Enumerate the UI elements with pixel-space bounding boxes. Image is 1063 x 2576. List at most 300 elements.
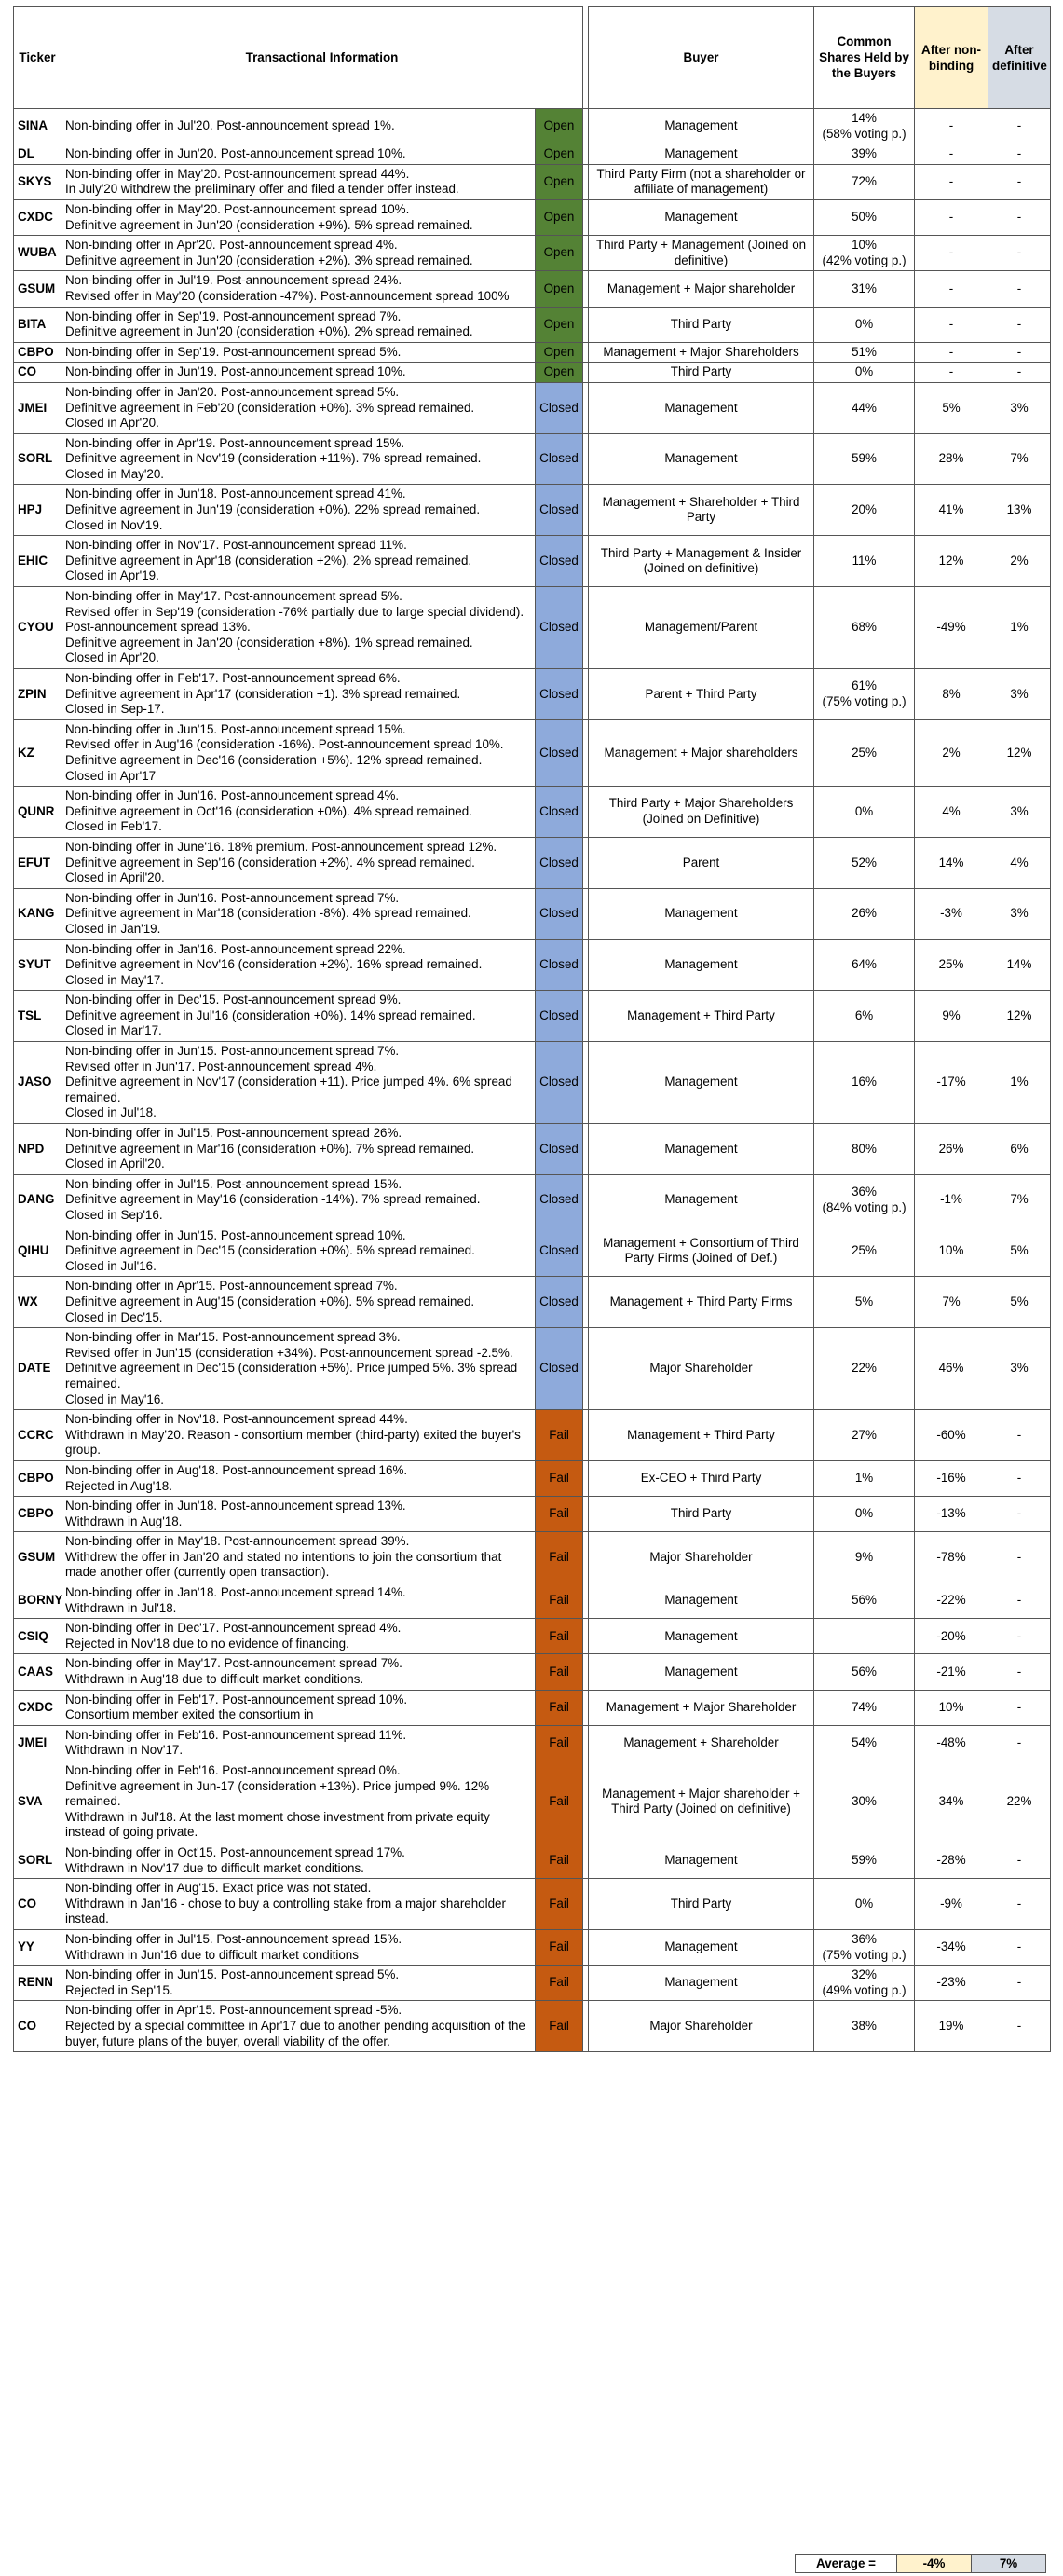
table-body <box>14 109 1051 2052</box>
info-line: Closed in Dec'15. <box>65 1309 163 1324</box>
buyer-cell: Management <box>589 1174 814 1226</box>
buyer-cell: Management <box>589 1619 814 1654</box>
info-line: Non-binding offer in Jul'19. Post-announcement spread 24%. <box>65 273 402 288</box>
average-after-definitive: 7% <box>972 2555 1046 2573</box>
shares-line: 20% <box>852 502 877 517</box>
info-line: Non-binding offer in Jun'15. Post-announcement spread 15%. <box>65 721 406 736</box>
after-definitive-cell: 12% <box>988 991 1051 1042</box>
transaction-info-cell <box>61 837 536 888</box>
after-definitive-cell: 3% <box>988 888 1051 939</box>
ticker-cell: CBPO <box>14 342 61 363</box>
status-badge: Fail <box>536 1725 583 1761</box>
common-shares-cell <box>814 888 915 939</box>
info-line: Non-binding offer in May'17. Post-announcement spread 5%. <box>65 589 402 604</box>
info-line: Closed in Jul'16. <box>65 1258 157 1273</box>
common-shares-cell <box>814 1328 915 1410</box>
common-shares-cell <box>814 587 915 669</box>
buyer-cell: Management + Major shareholder + Third Party (Joined on definitive) <box>589 1761 814 1843</box>
after-non-binding-cell: 25% <box>915 939 988 991</box>
buyer-cell: Management <box>589 144 814 165</box>
ticker-cell: GSUM <box>14 1532 61 1583</box>
header-transactional-info: Transactional Information <box>61 7 583 109</box>
ticker-cell: SVA <box>14 1761 61 1843</box>
after-definitive-cell: - <box>988 363 1051 383</box>
info-line: Rejected in Sep'15. <box>65 1982 173 1997</box>
common-shares-cell <box>814 536 915 587</box>
deals-table-container <box>13 6 1050 2052</box>
buyer-cell: Parent <box>589 837 814 888</box>
info-line: Non-binding offer in Dec'15. Post-announcement spread 9%. <box>65 993 402 1007</box>
table-row <box>14 1042 1051 1124</box>
after-definitive-cell: 1% <box>988 587 1051 669</box>
after-non-binding-cell: - <box>915 144 988 165</box>
common-shares-cell <box>814 109 915 144</box>
status-badge: Closed <box>536 587 583 669</box>
status-badge: Open <box>536 199 583 235</box>
info-line: Non-binding offer in Jun'16. Post-announcement spread 4%. <box>65 788 400 803</box>
ticker-cell: CCRC <box>14 1410 61 1461</box>
info-line: Definitive agreement in Dec'15 (consideration +5%). Price jumped 5%. 3% spread remained. <box>65 1361 518 1391</box>
after-definitive-cell: 1% <box>988 1042 1051 1124</box>
shares-line: 0% <box>854 316 874 331</box>
info-line: Non-binding offer in Feb'16. Post-announcement spread 11%. <box>65 1727 407 1742</box>
info-line: Non-binding offer in Sep'19. Post-announcement spread 7%. <box>65 308 402 323</box>
buyer-cell: Management + Major Shareholders <box>589 342 814 363</box>
shares-line: 38% <box>852 2018 877 2033</box>
table-row <box>14 787 1051 838</box>
shares-line: 25% <box>852 745 877 760</box>
ticker-cell: SORL <box>14 433 61 485</box>
transaction-info-cell <box>61 236 536 271</box>
after-non-binding-cell: 9% <box>915 991 988 1042</box>
status-badge: Fail <box>536 1460 583 1496</box>
transaction-info-cell <box>61 888 536 939</box>
after-non-binding-cell: 5% <box>915 382 988 433</box>
ticker-cell: CO <box>14 1879 61 1930</box>
status-badge: Fail <box>536 1654 583 1690</box>
info-line: Non-binding offer in Jun'15. Post-announcement spread 7%. <box>65 1044 400 1059</box>
table-row <box>14 939 1051 991</box>
info-line: Definitive agreement in Sep'16 (consideration +2%). 4% spread remained. <box>65 855 475 870</box>
shares-line: 68% <box>852 620 877 635</box>
buyer-cell: Third Party + Management (Joined on definitive) <box>589 236 814 271</box>
ticker-cell: CBPO <box>14 1460 61 1496</box>
buyer-cell: Management <box>589 888 814 939</box>
info-line: Non-binding offer in Mar'15. Post-announcement spread 3%. <box>65 1330 401 1345</box>
info-line: Definitive agreement in Nov'19 (consideration +11%). 7% spread remained. <box>65 451 482 466</box>
after-non-binding-cell: - <box>915 199 988 235</box>
after-definitive-cell: - <box>988 1843 1051 1878</box>
info-line: Closed in Jul'18. <box>65 1105 157 1120</box>
info-line: Rejected by a special committee in Apr'17 due to another pending acquisition of the buyer, future plans of the buyer, overall viability of the offer. <box>65 2018 525 2048</box>
status-badge: Open <box>536 363 583 383</box>
table-row <box>14 1460 1051 1496</box>
table-row <box>14 109 1051 144</box>
info-line: Non-binding offer in May'17. Post-announcement spread 7%. <box>65 1656 402 1671</box>
status-badge: Closed <box>536 1277 583 1328</box>
shares-line: 10% <box>852 238 877 253</box>
common-shares-cell <box>814 1532 915 1583</box>
buyer-cell: Management/Parent <box>589 587 814 669</box>
after-definitive-cell: - <box>988 1654 1051 1690</box>
ticker-cell: EHIC <box>14 536 61 587</box>
transaction-info-cell <box>61 1042 536 1124</box>
shares-line: 51% <box>852 344 877 359</box>
average-summary <box>795 2554 1046 2573</box>
table-row <box>14 991 1051 1042</box>
ticker-cell: ZPIN <box>14 669 61 720</box>
buyer-cell: Ex-CEO + Third Party <box>589 1460 814 1496</box>
shares-line: (84% voting p.) <box>822 1199 906 1214</box>
after-non-binding-cell: -78% <box>915 1532 988 1583</box>
ticker-cell: RENN <box>14 1966 61 2001</box>
after-definitive-cell: 3% <box>988 382 1051 433</box>
after-definitive-cell: 3% <box>988 669 1051 720</box>
after-definitive-cell: - <box>988 1725 1051 1761</box>
info-line: Revised offer in Jun'15 (consideration +34%). Post-announcement spread -2.5%. <box>65 1345 513 1360</box>
transaction-info-cell <box>61 1532 536 1583</box>
transaction-info-cell <box>61 363 536 383</box>
after-non-binding-cell: -1% <box>915 1174 988 1226</box>
table-row <box>14 1277 1051 1328</box>
status-badge: Fail <box>536 1879 583 1930</box>
shares-line: 56% <box>852 1664 877 1679</box>
info-line: Non-binding offer in May'18. Post-announcement spread 39%. <box>65 1534 410 1549</box>
after-non-binding-cell: - <box>915 236 988 271</box>
after-non-binding-cell: 8% <box>915 669 988 720</box>
common-shares-cell <box>814 236 915 271</box>
shares-line: 0% <box>854 364 874 379</box>
shares-line: (58% voting p.) <box>822 126 906 141</box>
after-definitive-cell: 2% <box>988 536 1051 587</box>
status-badge: Closed <box>536 939 583 991</box>
info-line: Non-binding offer in Oct'15. Post-announcement spread 17%. <box>65 1844 405 1859</box>
info-line: Definitive agreement in May'16 (consideration -14%). 7% spread remained. <box>65 1192 481 1207</box>
status-badge: Closed <box>536 1124 583 1175</box>
after-non-binding-cell: -3% <box>915 888 988 939</box>
transaction-info-cell <box>61 342 536 363</box>
buyer-cell: Management <box>589 1929 814 1965</box>
after-non-binding-cell: 41% <box>915 485 988 536</box>
after-non-binding-cell: -34% <box>915 1929 988 1965</box>
ticker-cell: JMEI <box>14 382 61 433</box>
info-line: Non-binding offer in Apr'19. Post-announcement spread 15%. <box>65 435 405 450</box>
info-line: Definitive agreement in Jun-17 (consideration +13%). Price jumped 9%. 12% remained. <box>65 1778 490 1809</box>
transaction-info-cell <box>61 271 536 307</box>
transaction-info-cell <box>61 1619 536 1654</box>
transaction-info-cell <box>61 1690 536 1725</box>
header-after-definitive: After definitive <box>988 7 1051 109</box>
ticker-cell: WUBA <box>14 236 61 271</box>
shares-line: 36% <box>852 1185 877 1199</box>
info-line: Revised offer in Sep'19 (consideration -76% partially due to large special dividend). Post-announcement spread 13%. <box>65 604 525 635</box>
buyer-cell: Third Party <box>589 1497 814 1532</box>
table-row <box>14 199 1051 235</box>
common-shares-cell <box>814 1460 915 1496</box>
status-badge: Fail <box>536 1929 583 1965</box>
info-line: Non-binding offer in Jan'16. Post-announcement spread 22%. <box>65 941 406 956</box>
info-line: Non-binding offer in May'20. Post-announcement spread 10%. <box>65 201 410 216</box>
after-non-binding-cell: 28% <box>915 433 988 485</box>
after-definitive-cell: - <box>988 1690 1051 1725</box>
info-line: Closed in Feb'17. <box>65 819 162 834</box>
info-line: Non-binding offer in June'16. 18% premium. Post-announcement spread 12%. <box>65 839 497 854</box>
ticker-cell: JMEI <box>14 1725 61 1761</box>
table-row <box>14 236 1051 271</box>
common-shares-cell <box>814 1690 915 1725</box>
shares-line: 31% <box>852 281 877 295</box>
after-definitive-cell: - <box>988 1583 1051 1619</box>
shares-line: 14% <box>852 111 877 125</box>
ticker-cell: NPD <box>14 1124 61 1175</box>
shares-line: 52% <box>852 855 877 870</box>
transaction-info-cell <box>61 1761 536 1843</box>
transaction-info-cell <box>61 164 536 199</box>
buyer-cell: Management <box>589 1042 814 1124</box>
info-line: Non-binding offer in May'20. Post-announcement spread 44%. <box>65 166 410 181</box>
transaction-info-cell <box>61 536 536 587</box>
after-non-binding-cell: 46% <box>915 1328 988 1410</box>
info-line: Closed in Nov'19. <box>65 517 163 532</box>
buyer-cell: Management + Major shareholder <box>589 271 814 307</box>
info-line: Revised offer in May'20 (consideration -47%). Post-announcement spread 100% <box>65 288 510 303</box>
info-line: Non-binding offer in Jun'15. Post-announcement spread 10%. <box>65 1227 406 1242</box>
table-row <box>14 1843 1051 1878</box>
after-definitive-cell: 4% <box>988 837 1051 888</box>
status-badge: Open <box>536 144 583 165</box>
common-shares-cell <box>814 1174 915 1226</box>
common-shares-cell <box>814 939 915 991</box>
info-line: Withdrawn in Jul'18. At the last moment chose investment from private equity instead of going private. <box>65 1809 490 1840</box>
transaction-info-cell <box>61 1654 536 1690</box>
transaction-info-cell <box>61 1966 536 2001</box>
info-line: Non-binding offer in Jul'20. Post-announcement spread 1%. <box>65 118 395 133</box>
common-shares-cell <box>814 1654 915 1690</box>
status-badge: Fail <box>536 1583 583 1619</box>
buyer-cell: Management <box>589 1843 814 1878</box>
shares-line: 39% <box>852 146 877 161</box>
ticker-cell: SORL <box>14 1843 61 1878</box>
after-definitive-cell: 6% <box>988 1124 1051 1175</box>
common-shares-cell <box>814 1843 915 1878</box>
info-line: Non-binding offer in Sep'19. Post-announcement spread 5%. <box>65 344 402 359</box>
buyer-cell: Third Party Firm (not a shareholder or affiliate of management) <box>589 164 814 199</box>
info-line: Definitive agreement in Jun'20 (consideration +0%). 2% spread remained. <box>65 324 473 339</box>
status-badge: Closed <box>536 1174 583 1226</box>
buyer-cell: Management <box>589 1124 814 1175</box>
buyer-cell: Management + Shareholder + Third Party <box>589 485 814 536</box>
common-shares-cell <box>814 144 915 165</box>
after-non-binding-cell: 19% <box>915 2001 988 2052</box>
after-non-binding-cell: -9% <box>915 1879 988 1930</box>
table-row <box>14 1532 1051 1583</box>
buyer-cell: Third Party + Major Shareholders (Joined on Definitive) <box>589 787 814 838</box>
info-line: Non-binding offer in Aug'18. Post-announcement spread 16%. <box>65 1462 408 1477</box>
table-row <box>14 1583 1051 1619</box>
after-non-binding-cell: -60% <box>915 1410 988 1461</box>
table-row <box>14 2001 1051 2052</box>
info-line: Closed in May'17. <box>65 972 165 987</box>
after-non-binding-cell: - <box>915 109 988 144</box>
ticker-cell: JASO <box>14 1042 61 1124</box>
after-definitive-cell: - <box>988 2001 1051 2052</box>
info-line: Closed in Apr'19. <box>65 569 159 583</box>
ticker-cell: QIHU <box>14 1226 61 1277</box>
shares-line: 44% <box>852 400 877 415</box>
after-non-binding-cell: -22% <box>915 1583 988 1619</box>
transaction-info-cell <box>61 991 536 1042</box>
after-definitive-cell: 3% <box>988 1328 1051 1410</box>
after-non-binding-cell: - <box>915 307 988 342</box>
header-buyer: Buyer <box>589 7 814 109</box>
after-definitive-cell: 12% <box>988 719 1051 786</box>
info-line: Non-binding offer in Apr'15. Post-announcement spread 7%. <box>65 1279 398 1294</box>
info-line: Withdrawn in Aug'18 due to difficult market conditions. <box>65 1672 364 1687</box>
status-badge: Fail <box>536 1761 583 1843</box>
info-line: Definitive agreement in Nov'17 (consideration +11). Price jumped 4%. 6% spread remained. <box>65 1075 512 1104</box>
header-row <box>14 7 1051 109</box>
common-shares-cell <box>814 1124 915 1175</box>
info-line: Non-binding offer in Nov'18. Post-announcement spread 44%. <box>65 1412 408 1427</box>
table-row <box>14 144 1051 165</box>
info-line: Consortium member exited the consortium in <box>65 1707 314 1722</box>
info-line: Non-binding offer in Jan'18. Post-announcement spread 14%. <box>65 1585 406 1600</box>
shares-line: 64% <box>852 957 877 972</box>
common-shares-cell <box>814 1929 915 1965</box>
transaction-info-cell <box>61 199 536 235</box>
info-line: Withdrawn in Jun'16 due to difficult market conditions <box>65 1947 359 1962</box>
status-badge: Open <box>536 164 583 199</box>
status-badge: Fail <box>536 1690 583 1725</box>
info-line: Closed in May'16. <box>65 1391 165 1406</box>
table-row <box>14 1619 1051 1654</box>
common-shares-cell <box>814 1042 915 1124</box>
common-shares-cell <box>814 1277 915 1328</box>
table-row <box>14 669 1051 720</box>
status-badge: Closed <box>536 536 583 587</box>
shares-line: 26% <box>852 906 877 921</box>
table-row <box>14 342 1051 363</box>
info-line: Non-binding offer in Feb'17. Post-announcement spread 6%. <box>65 671 401 685</box>
info-line: Definitive agreement in Feb'20 (consideration +0%). 3% spread remained. <box>65 400 475 415</box>
shares-line: 11% <box>852 553 877 568</box>
info-line: Non-binding offer in Jan'20. Post-announcement spread 5%. <box>65 384 400 399</box>
ticker-cell: KZ <box>14 719 61 786</box>
status-badge: Closed <box>536 485 583 536</box>
after-definitive-cell: - <box>988 342 1051 363</box>
ticker-cell: BITA <box>14 307 61 342</box>
buyer-cell: Management + Shareholder <box>589 1725 814 1761</box>
info-line: Revised offer in Jun'17. Post-announcement spread 4%. <box>65 1059 377 1074</box>
header-ticker: Ticker <box>14 7 61 109</box>
after-definitive-cell: - <box>988 1460 1051 1496</box>
status-badge: Open <box>536 271 583 307</box>
after-non-binding-cell: -16% <box>915 1460 988 1496</box>
after-non-binding-cell: 14% <box>915 837 988 888</box>
common-shares-cell <box>814 719 915 786</box>
after-non-binding-cell: - <box>915 363 988 383</box>
transaction-info-cell <box>61 939 536 991</box>
status-badge: Closed <box>536 837 583 888</box>
table-row <box>14 485 1051 536</box>
info-line: Definitive agreement in Aug'15 (consideration +0%). 5% spread remained. <box>65 1294 475 1309</box>
shares-line: 9% <box>854 1549 874 1564</box>
info-line: Definitive agreement in Dec'16 (consideration +5%). 12% spread remained. <box>65 752 483 767</box>
ticker-cell: CSIQ <box>14 1619 61 1654</box>
info-line: Non-binding offer in Jun'19. Post-announcement spread 10%. <box>65 364 406 379</box>
after-non-binding-cell: -20% <box>915 1619 988 1654</box>
after-definitive-cell: 14% <box>988 939 1051 991</box>
after-definitive-cell: 5% <box>988 1277 1051 1328</box>
common-shares-cell <box>814 342 915 363</box>
after-definitive-cell: - <box>988 271 1051 307</box>
info-line: Closed in Sep'16. <box>65 1208 163 1222</box>
shares-line: 56% <box>852 1593 877 1608</box>
info-line: Non-binding offer in Nov'17. Post-announcement spread 11%. <box>65 538 407 553</box>
info-line: Withdrawn in Nov'17 due to difficult market conditions. <box>65 1860 364 1875</box>
common-shares-cell <box>814 1410 915 1461</box>
table-row <box>14 837 1051 888</box>
info-line: Non-binding offer in Jun'16. Post-announcement spread 7%. <box>65 890 400 905</box>
after-definitive-cell: 5% <box>988 1226 1051 1277</box>
after-non-binding-cell: -48% <box>915 1725 988 1761</box>
common-shares-cell <box>814 837 915 888</box>
after-definitive-cell: - <box>988 236 1051 271</box>
shares-line: 0% <box>854 803 874 818</box>
status-badge: Fail <box>536 1532 583 1583</box>
transaction-info-cell <box>61 307 536 342</box>
average-after-non-binding: -4% <box>897 2555 972 2573</box>
common-shares-cell <box>814 199 915 235</box>
info-line: Closed in Apr'20. <box>65 416 159 431</box>
table-row <box>14 1654 1051 1690</box>
common-shares-cell <box>814 164 915 199</box>
transaction-info-cell <box>61 485 536 536</box>
info-line: Withdrew the offer in Jan'20 and stated no intentions to join the consortium that made another offer (currently open transaction). <box>65 1549 502 1580</box>
shares-line: 72% <box>852 174 877 189</box>
after-definitive-cell: 7% <box>988 433 1051 485</box>
shares-line: 80% <box>852 1141 877 1156</box>
ticker-cell: SYUT <box>14 939 61 991</box>
info-line: Non-binding offer in Jun'15. Post-announcement spread 5%. <box>65 1967 400 1982</box>
buyer-cell: Third Party + Management & Insider (Joined on definitive) <box>589 536 814 587</box>
after-definitive-cell: - <box>988 1619 1051 1654</box>
status-badge: Closed <box>536 1328 583 1410</box>
table-row <box>14 1410 1051 1461</box>
buyer-cell: Management <box>589 1583 814 1619</box>
ticker-cell: EFUT <box>14 837 61 888</box>
ticker-cell: SINA <box>14 109 61 144</box>
going-private-deals-table <box>13 6 1051 2052</box>
ticker-cell: TSL <box>14 991 61 1042</box>
shares-line: 61% <box>852 678 877 693</box>
shares-line: 50% <box>852 210 877 225</box>
transaction-info-cell <box>61 1725 536 1761</box>
status-badge: Fail <box>536 1410 583 1461</box>
buyer-cell: Management <box>589 433 814 485</box>
ticker-cell: DL <box>14 144 61 165</box>
shares-line: 27% <box>852 1427 877 1442</box>
shares-line: 16% <box>852 1075 877 1089</box>
table-row <box>14 271 1051 307</box>
ticker-cell: GSUM <box>14 271 61 307</box>
ticker-cell: KANG <box>14 888 61 939</box>
info-line: Non-binding offer in Jun'20. Post-announcement spread 10%. <box>65 146 406 161</box>
common-shares-cell <box>814 363 915 383</box>
table-row <box>14 1226 1051 1277</box>
after-definitive-cell: - <box>988 1966 1051 2001</box>
after-non-binding-cell: - <box>915 271 988 307</box>
